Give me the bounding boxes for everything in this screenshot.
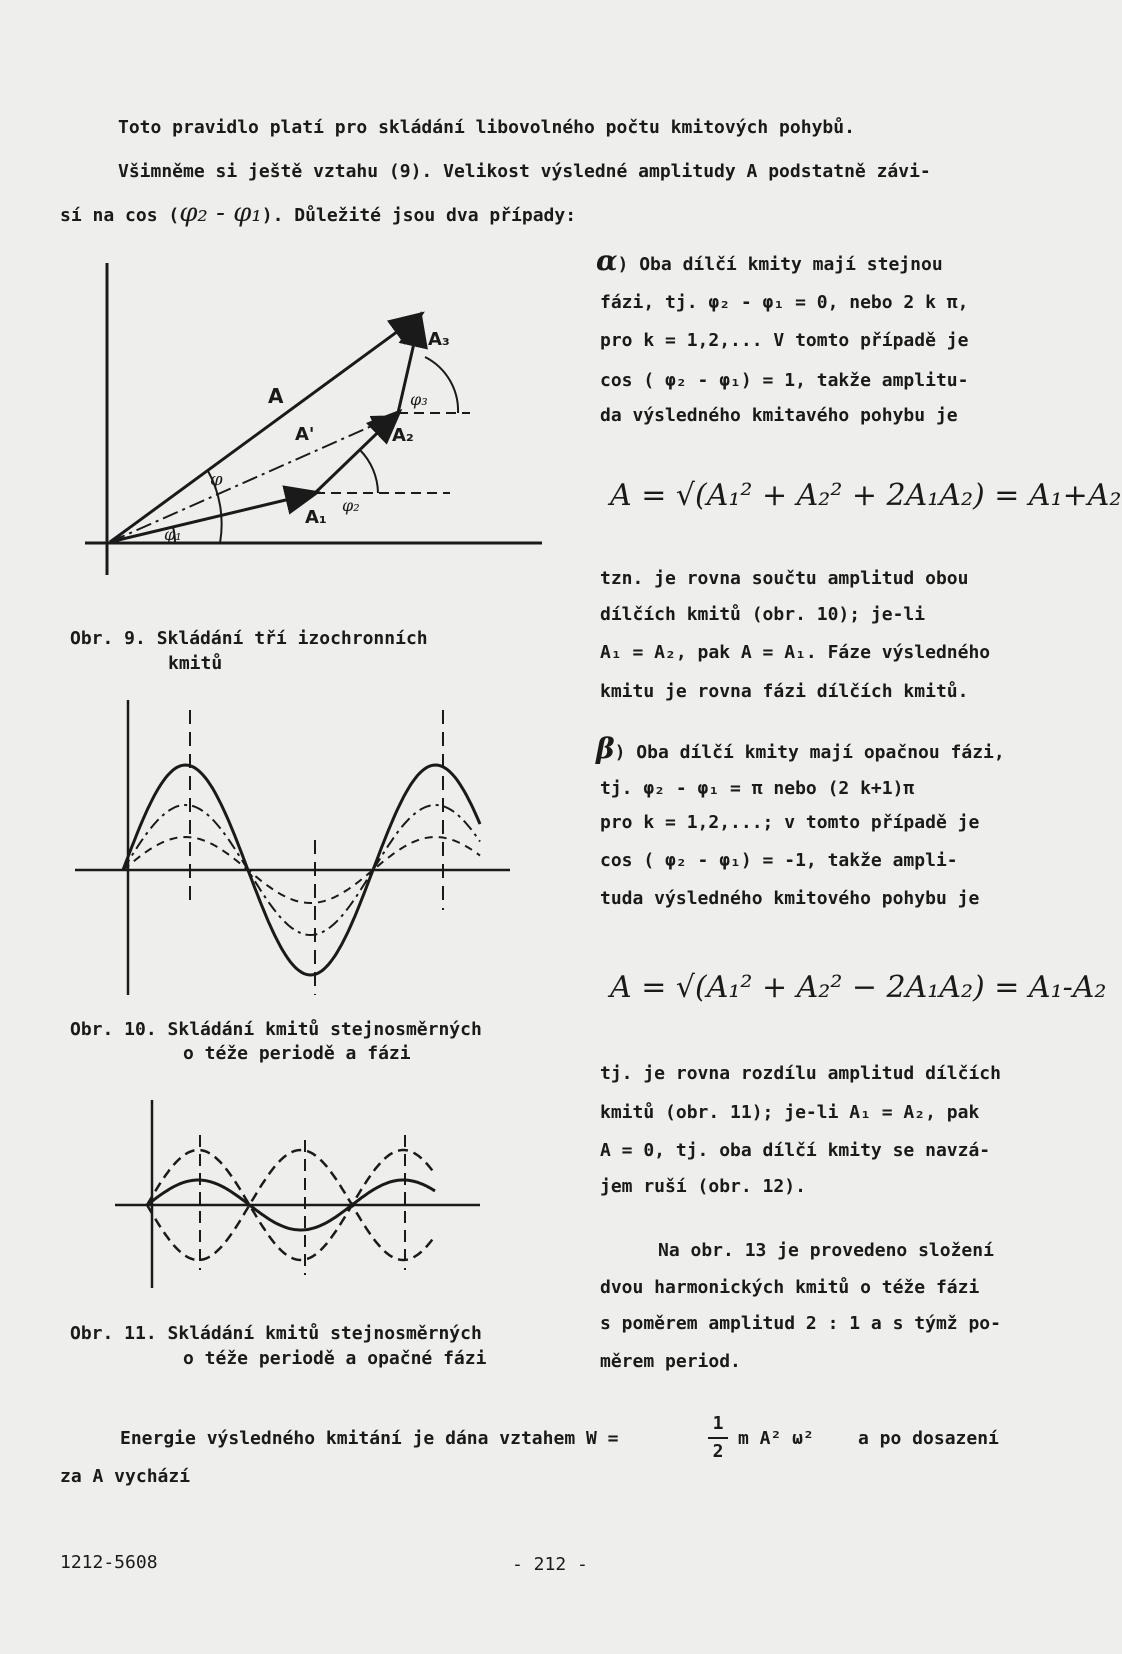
formula-sum: A = √(A₁² + A₂² + 2A₁A₂) = A₁+A₂ — [610, 478, 1122, 513]
intro-line-3a: sí na cos ( — [60, 205, 180, 226]
energy-fraction-bar — [708, 1437, 728, 1439]
case-beta-line-3: pro k = 1,2,...; v tomto případě je — [600, 812, 980, 833]
fig9-vector-diagram — [80, 255, 550, 585]
intro-line-3b: ). Důležité jsou dva případy: — [261, 205, 577, 226]
energy-line-1b: m A² ω² — [738, 1428, 814, 1449]
fig9-caption-2: kmitů — [168, 653, 223, 674]
case-alpha-after-2: dílčích kmitů (obr. 10); je-li — [600, 604, 926, 625]
case-beta-after-3: A = 0, tj. oba dílčí kmity se navzá- — [600, 1140, 991, 1161]
case-alpha-line-2: fázi, tj. φ₂ - φ₁ = 0, nebo 2 k π, — [600, 292, 969, 313]
phase-difference: φ₂ - φ₁ — [179, 198, 262, 228]
fig9-label-A3: A₃ — [428, 329, 450, 350]
case-beta-line-1 — [596, 732, 1005, 765]
fig9-arc-phi2 — [360, 450, 378, 493]
case-alpha-after-3: A₁ = A₂, pak A = A₁. Fáze výsledného — [600, 642, 991, 663]
fig9-label-A-prime: A' — [295, 424, 315, 445]
fig9-label-A1: A₁ — [305, 507, 327, 528]
fig9-arc-phi3 — [425, 357, 458, 413]
footer-page-number: - 212 - — [512, 1554, 588, 1575]
fig9-label-A: A — [268, 384, 284, 408]
case-beta-text-1: ) Oba dílčí kmity mají opačnou fázi, — [614, 742, 1005, 763]
energy-frac-num: 1 — [712, 1413, 724, 1434]
case-alpha-after-4: kmitu je rovna fázi dílčích kmitů. — [600, 681, 969, 702]
case-beta-line-5: tuda výsledného kmitového pohybu je — [600, 888, 980, 909]
fig9-caption-1: Obr. 9. Skládání tří izochronních — [70, 628, 428, 649]
fig11-caption-1: Obr. 11. Skládání kmitů stejnosměrných — [70, 1323, 482, 1344]
fig10-wave-diagram — [75, 700, 515, 1000]
fig11-caption-2: o téže periodě a opačné fázi — [183, 1348, 487, 1369]
case-beta-after-1: tj. je rovna rozdílu amplitud dílčích — [600, 1063, 1001, 1084]
obr13-line-1: Na obr. 13 je provedeno složení — [658, 1240, 994, 1261]
fig9-vector-A1 — [110, 493, 315, 542]
intro-line-1: Toto pravidlo platí pro skládání libovolného počtu kmitových pohybů. — [118, 117, 855, 138]
energy-line-2: za A vychází — [60, 1466, 191, 1487]
footer-code: 1212-5608 — [60, 1552, 158, 1573]
energy-line-1c: a po dosazení — [858, 1428, 999, 1449]
fig9-vector-A — [110, 315, 420, 542]
case-alpha-line-3: pro k = 1,2,... V tomto případě je — [600, 330, 969, 351]
fig9-label-phi: φ — [210, 469, 223, 490]
fig10-caption-2: o téže periodě a fázi — [183, 1043, 411, 1064]
beta-marker: β — [596, 732, 615, 765]
energy-line-1a: Energie výsledného kmitání je dána vztahem W = — [120, 1428, 619, 1449]
case-beta-after-2: kmitů (obr. 11); je-li A₁ = A₂, pak — [600, 1102, 980, 1123]
energy-frac-den: 2 — [712, 1441, 724, 1462]
case-beta-line-2: tj. φ₂ - φ₁ = π nebo (2 k+1)π — [600, 778, 915, 799]
fig9-label-phi2: φ₂ — [342, 496, 360, 515]
fig9-label-phi3: φ₃ — [410, 390, 428, 409]
fig9-label-phi1: φ₁ — [164, 525, 182, 544]
fig9-label-A2: A₂ — [392, 425, 414, 446]
obr13-line-2: dvou harmonických kmitů o téže fázi — [600, 1277, 980, 1298]
case-alpha-text-1: ) Oba dílčí kmity mají stejnou — [617, 254, 943, 275]
alpha-marker: α — [596, 244, 618, 277]
fig11-wave-diagram — [110, 1100, 490, 1290]
case-beta-after-4: jem ruší (obr. 12). — [600, 1176, 806, 1197]
case-beta-line-4: cos ( φ₂ - φ₁) = -1, takže ampli- — [600, 850, 958, 871]
obr13-line-3: s poměrem amplitud 2 : 1 a s týmž po- — [600, 1313, 1001, 1334]
fig9-vector-A2 — [315, 413, 398, 493]
obr13-line-4: měrem period. — [600, 1351, 741, 1372]
case-alpha-line-5: da výsledného kmitavého pohybu je — [600, 405, 958, 426]
intro-line-3 — [60, 198, 577, 228]
case-alpha-line-4: cos ( φ₂ - φ₁) = 1, takže amplitu- — [600, 370, 969, 391]
fig9-vector-A-prime — [110, 417, 392, 542]
fig10-caption-1: Obr. 10. Skládání kmitů stejnosměrných — [70, 1019, 482, 1040]
case-alpha-after-1: tzn. je rovna součtu amplitud obou — [600, 568, 969, 589]
intro-line-2: Všimněme si ještě vztahu (9). Velikost výsledné amplitudy A podstatně závi- — [118, 161, 931, 182]
formula-difference: A = √(A₁² + A₂² − 2A₁A₂) = A₁-A₂ — [610, 970, 1107, 1005]
case-alpha-line-1 — [596, 244, 943, 277]
